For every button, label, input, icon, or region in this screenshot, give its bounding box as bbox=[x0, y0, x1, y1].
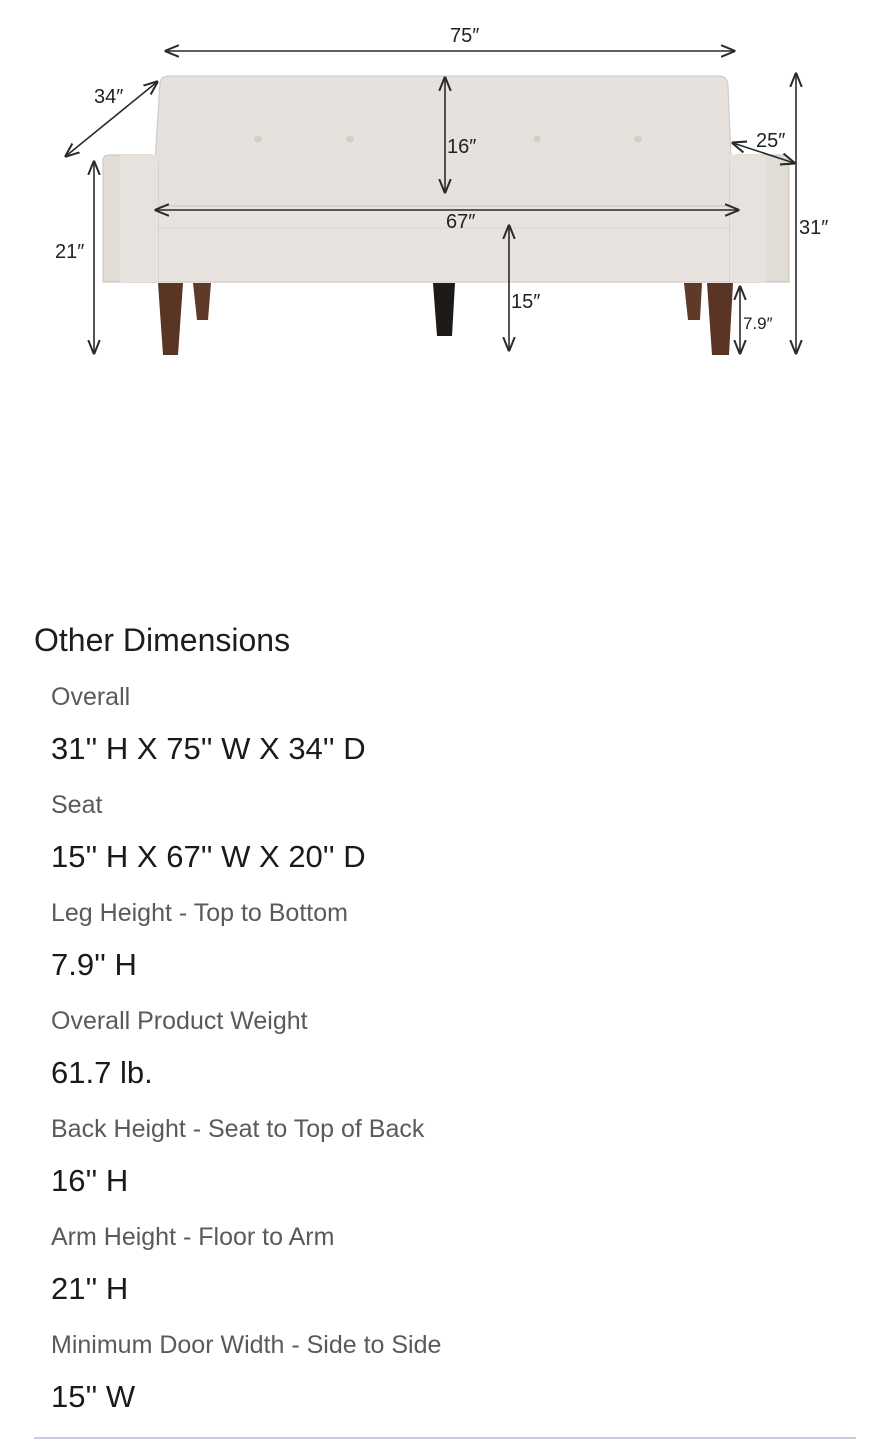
spec-value: 16'' H bbox=[51, 1163, 129, 1198]
arm-height-label: 21″ bbox=[55, 241, 85, 263]
spec-value: 15'' H X 67'' W X 20'' D bbox=[51, 839, 366, 874]
spec-label: Overall bbox=[51, 683, 131, 711]
sofa-backrest bbox=[152, 76, 733, 206]
spec-value: 7.9'' H bbox=[51, 947, 137, 982]
overall-height-label: 31″ bbox=[799, 217, 829, 239]
section-divider bbox=[34, 1437, 856, 1439]
sofa-leg bbox=[707, 283, 733, 355]
spec-back-height bbox=[51, 1112, 851, 1220]
sofa-leg bbox=[433, 283, 455, 336]
spec-label: Seat bbox=[51, 791, 103, 819]
spec-label: Minimum Door Width - Side to Side bbox=[51, 1331, 442, 1359]
other-dimensions-title: Other Dimensions bbox=[34, 622, 291, 658]
spec-value: 15'' W bbox=[51, 1379, 136, 1414]
spec-value: 21'' H bbox=[51, 1271, 129, 1306]
spec-label: Back Height - Seat to Top of Back bbox=[51, 1115, 425, 1143]
spec-overall bbox=[51, 680, 851, 788]
spec-arm-height bbox=[51, 1220, 851, 1328]
dimensions-spec-list bbox=[51, 680, 851, 1436]
sofa-seat bbox=[132, 206, 756, 282]
arm-width-label: 25″ bbox=[756, 130, 786, 152]
sofa-leg bbox=[158, 283, 183, 355]
spec-leg-height bbox=[51, 896, 851, 1004]
sofa-dimension-diagram bbox=[0, 0, 888, 400]
spec-label: Arm Height - Floor to Arm bbox=[51, 1223, 335, 1251]
spec-label: Overall Product Weight bbox=[51, 1007, 308, 1035]
leg-height-label: 7.9″ bbox=[743, 314, 773, 333]
sofa-leg bbox=[193, 283, 211, 320]
spec-seat bbox=[51, 788, 851, 896]
spec-value: 31'' H X 75'' W X 34'' D bbox=[51, 731, 366, 766]
sofa-leg bbox=[684, 283, 702, 320]
back-height-label: 16″ bbox=[447, 136, 477, 158]
spec-min-door-width bbox=[51, 1328, 851, 1436]
seat-width-label: 67″ bbox=[446, 211, 476, 233]
spec-value: 61.7 lb. bbox=[51, 1055, 153, 1090]
spec-product-weight bbox=[51, 1004, 851, 1112]
seat-height-label: 15″ bbox=[511, 291, 541, 313]
depth-label: 34″ bbox=[94, 86, 124, 108]
overall-width-label: 75″ bbox=[450, 25, 480, 47]
spec-label: Leg Height - Top to Bottom bbox=[51, 899, 348, 927]
